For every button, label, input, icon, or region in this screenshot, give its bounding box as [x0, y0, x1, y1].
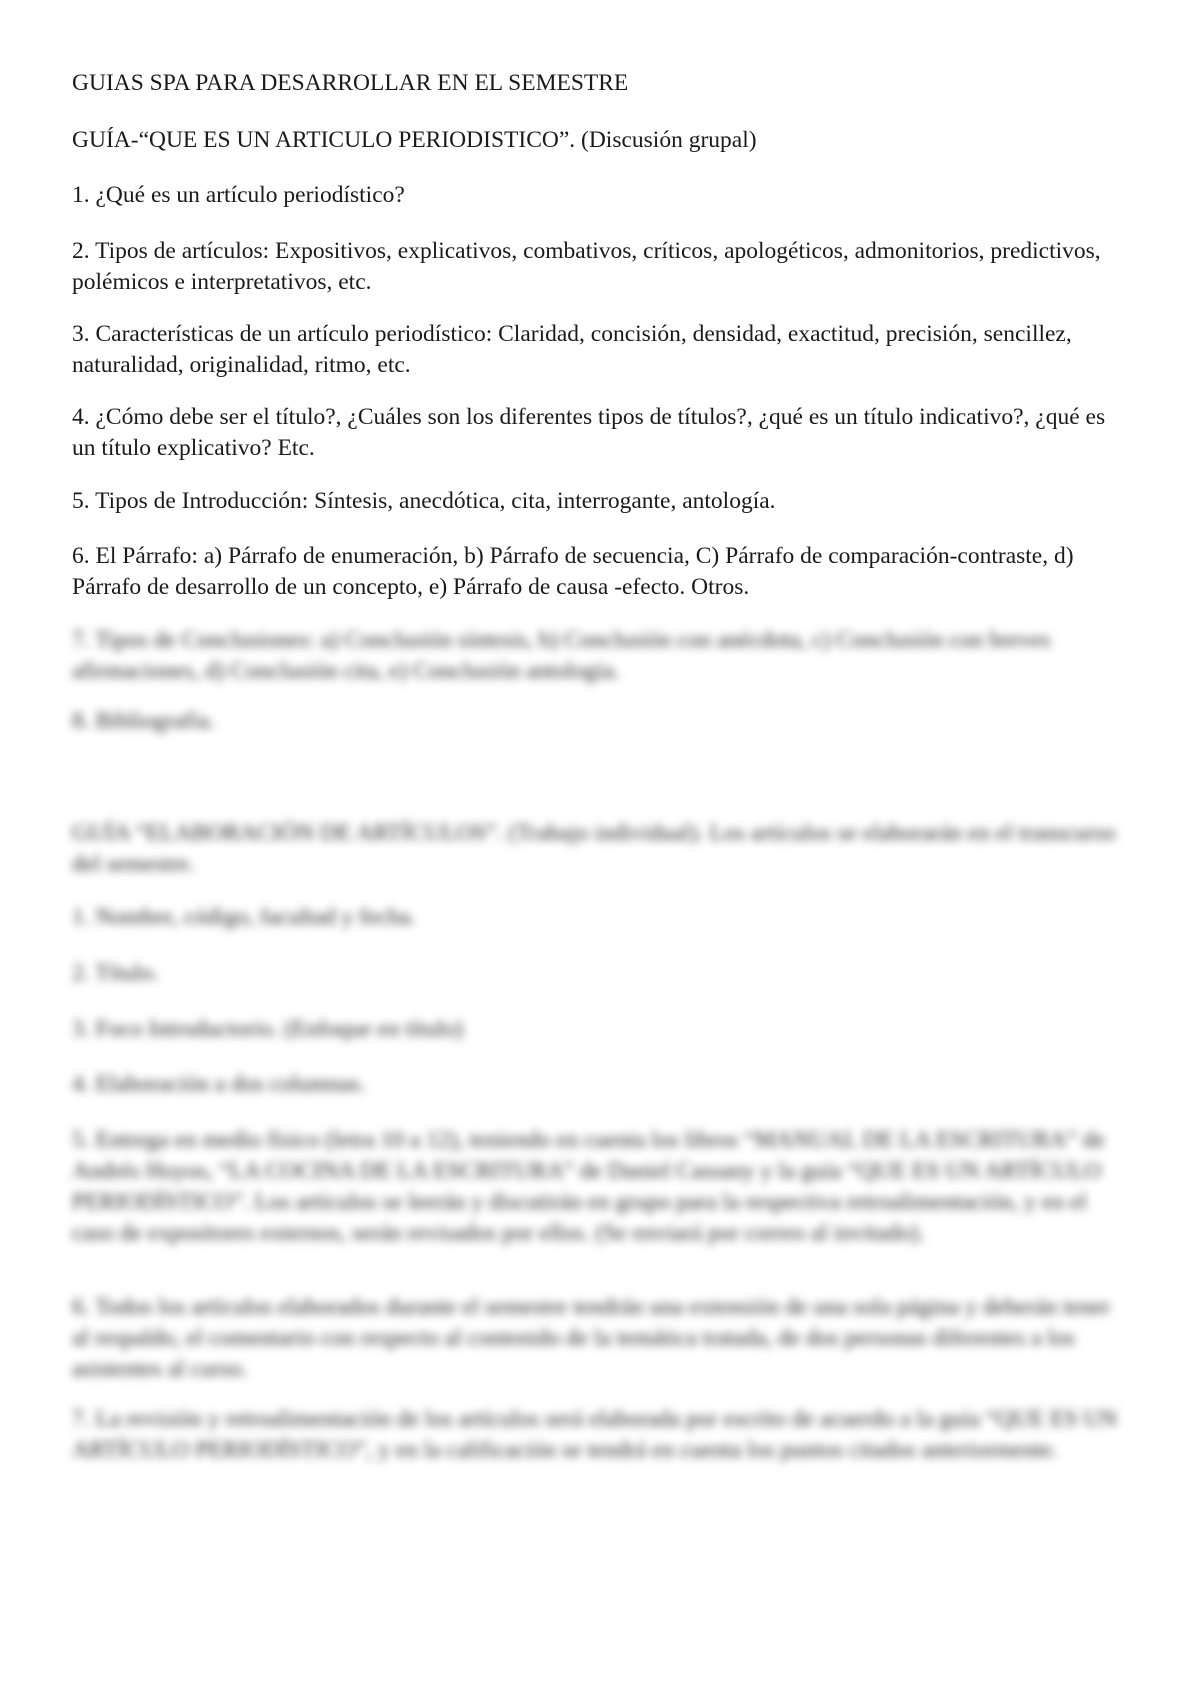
list-item: 1. ¿Qué es un artículo periodístico? — [72, 182, 405, 208]
list-item: 8. Bibliografía. — [72, 708, 215, 734]
list-item: 2. Título. — [72, 960, 159, 986]
list-item: 6. El Párrafo: a) Párrafo de enumeración, b) Párrafo de secuencia, C) Párrafo de comparación-contraste, d) Párrafo de desarrollo de un concepto, e) Párrafo de causa -efecto. Otros. — [72, 543, 1074, 600]
list-item: 5. Entrega en medio físico (letra 10 a 12), teniendo en cuenta los libros “MANUAL DE LA ESCRITURA” de Andrés Hoyos, “LA COCINA DE LA ESCRITURA” de Daniel Cassany y la guía “QUE ES UN ARTÍCULO PERIODÍSTICO”. Los artículos se leerán y discutirán en grupo para la respectiva retroalimentación, y en el caso de expositores externos, serán revisados por ellos. (Se enviará por correo al invitado). — [72, 1127, 1105, 1246]
list-item: 7. Tipos de Conclusiones: a) Conclusión síntesis, b) Conclusión con anécdota, c) Conclusión con breves afirmaciones, d) Conclusión cita, e) Conclusión antología. — [72, 627, 1051, 684]
list-item: 7. La revisión y retroalimentación de los artículos será elaborada por escrito de acuerdo a la guía “QUE ES UN ARTÍCULO PERIODÍSTICO”, y en la calificación se tendrá en cuenta los puntos citados anteriormente. — [72, 1406, 1118, 1463]
list-item: 3. Foco Introductorio. (Enfoque en título) — [72, 1016, 463, 1042]
list-item: 2. Tipos de artículos: Expositivos, explicativos, combativos, críticos, apologéticos, admonitorios, predictivos, polémicos e interpretativos, etc. — [72, 238, 1101, 295]
list-item: 6. Todos los artículos elaborados durante el semestre tendrán una extensión de una sola página y deberán tener al respaldo, el comentario con respecto al contenido de la temática tratada, de dos personas diferentes a los asistentes al curso. — [72, 1294, 1111, 1382]
guide-title: GUÍA-“QUE ES UN ARTICULO PERIODISTICO”. (Discusión grupal) — [72, 127, 757, 153]
list-item: 1. Nombre, código, facultad y fecha. — [72, 904, 416, 930]
document-header: GUIAS SPA PARA DESARROLLAR EN EL SEMESTRE — [72, 70, 629, 96]
guide-title: GUÍA “ELABORACIÓN DE ARTÍCULOS”. (Trabajo individual). Los artículos se elaborarán en el transcurso del semestre. — [72, 820, 1116, 877]
list-item: 5. Tipos de Introducción: Síntesis, anecdótica, cita, interrogante, antología. — [72, 488, 776, 514]
list-item: 3. Características de un artículo periodístico: Claridad, concisión, densidad, exactitud, precisión, sencillez, naturalidad, originalidad, ritmo, etc. — [72, 321, 1072, 378]
list-item: 4. Elaboración a dos columnas. — [72, 1071, 366, 1097]
list-item: 4. ¿Cómo debe ser el título?, ¿Cuáles son los diferentes tipos de títulos?, ¿qué es un título indicativo?, ¿qué es un título explicativo? Etc. — [72, 404, 1106, 461]
